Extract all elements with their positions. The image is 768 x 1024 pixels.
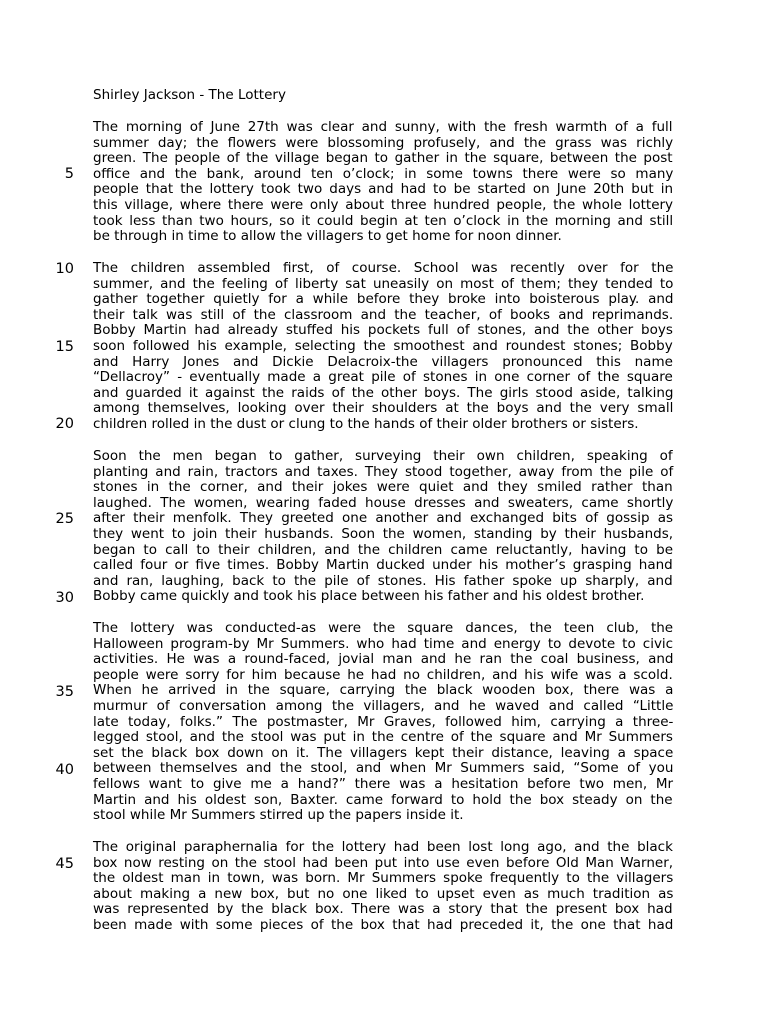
text-line: Martin and his oldest son, Baxter. came forward to hold the box steady on the [93,791,673,808]
text-line: children rolled in the dust or clung to the hands of their older brothers or sisters. [93,415,639,432]
paragraph-1 [93,120,673,245]
text-line: their talk was still of the classroom and the teacher, of books and reprimands. [93,306,674,323]
line-number: 20 [55,416,74,432]
document-title: Shirley Jackson - The Lottery [93,87,286,103]
line-number: 10 [55,261,74,277]
text-line: after their menfolk. They greeted one another and exchanged bits of gossip as [93,510,674,527]
text-line: Soon the men began to gather, surveying their own children, speaking of [93,448,673,464]
text-line: “Dellacroy” - eventually made a great pile of stones in one corner of the square [93,369,673,386]
text-line: and guarded it against the raids of the other boys. The girls stood aside, talking [93,384,674,401]
text-line: they went to join their husbands. Soon the women, standing by their husbands, [93,525,674,542]
text-line: between themselves and the stool, and when Mr Summers said, “Some of you [93,760,674,777]
line-number: 35 [55,684,74,700]
text-line: box now resting on the stool had been put into use even before Old Man Warner, [93,854,674,871]
text-line: late today, folks.” The postmaster, Mr Graves, followed him, carrying a three- [93,713,674,730]
text-line: The children assembled first, of course. School was recently over for the [93,260,674,276]
text-line: fellows want to give me a hand?” there was a hesitation before two men, Mr [93,775,674,792]
line-number: 15 [55,339,74,355]
line-number: 5 [64,166,74,182]
text-line: set the black box down on it. The villagers kept their distance, leaving a space [93,744,674,761]
line-number: 45 [55,856,74,872]
text-line: Bobby came quickly and took his place between his father and his oldest brother. [93,588,645,605]
text-line: green. The people of the village began to gather in the square, between the post [93,150,673,167]
text-line: stones in the corner, and their jokes were quiet and they smiled rather than [93,479,673,496]
line-number: 30 [55,590,74,606]
paragraph-3 [93,449,673,605]
text-line: soon followed his example, selecting the smoothest and roundest stones; Bobby [93,337,673,354]
text-line: took less than two hours, so it could begin at ten o’clock in the morning and still [93,212,674,229]
text-line: Bobby Martin had already stuffed his pockets full of stones, and the other boys [93,322,673,339]
text-line: summer day; the flowers were blossoming profusely, and the grass was richly [93,134,674,151]
text-line: The lottery was conducted-as were the square dances, the teen club, the [93,620,674,636]
text-line: The morning of June 27th was clear and sunny, with the fresh warmth of a full [93,119,673,135]
text-line: When he arrived in the square, carrying the black wooden box, there was a [93,682,674,699]
text-line: gather together quietly for a while before they broke into boisterous play. and [93,291,674,308]
paragraph-5 [93,840,673,934]
text-line: people that the lottery took two days and had to be started on June 20th but in [93,181,674,198]
text-line: office and the bank, around ten o’clock; in some towns there were so many [93,165,674,182]
line-number: 40 [55,762,74,778]
text-line: and Harry Jones and Dickie Delacroix-the villagers pronounced this name [93,353,673,370]
text-line: summer, and the feeling of liberty sat uneasily on most of them; they tended to [93,275,674,292]
text-line: this village, where there were only about three hundred people, the whole lottery [93,196,674,213]
line-number: 25 [55,511,74,527]
text-line: among themselves, looking over their shoulders at the boys and the very small [93,400,674,417]
text-line: began to call to their children, and the children came reluctantly, having to be [93,541,674,558]
text-line: been made with some pieces of the box that had preceded it, the one that had [93,916,674,933]
text-line: and ran, laughing, back to the pile of stones. His father spoke up sharply, and [93,572,673,589]
text-line: legged stool, and the stool was put in the centre of the square and Mr Summers [93,729,673,746]
text-line: be through in time to allow the villagers to get home for noon dinner. [93,228,562,245]
text-line: people were sorry for him because he had no children, and his wife was a scold. [93,666,673,683]
text-line: Halloween program-by Mr Summers. who had time and energy to devote to civic [93,635,674,652]
text-line: murmur of conversation among the villagers, and he waved and called “Little [93,697,674,714]
text-line: was represented by the black box. There was a story that the present box had [93,901,673,918]
text-line: The original paraphernalia for the lottery had been lost long ago, and the black [93,839,673,855]
text-line: called four or five times. Bobby Martin ducked under his mother’s grasping hand [93,557,673,574]
text-line: activities. He was a round-faced, jovial man and he ran the coal business, and [93,651,674,668]
text-line: stool while Mr Summers stirred up the papers inside it. [93,807,464,824]
text-line: planting and rain, tractors and taxes. They stood together, away from the pile of [93,463,674,480]
text-line: laughed. The women, wearing faded house dresses and sweaters, came shortly [93,494,674,511]
text-line: the oldest man in town, was born. Mr Summers spoke frequently to the villagers [93,870,674,887]
paragraph-2 [93,261,673,433]
paragraph-4 [93,621,673,824]
text-line: about making a new box, but no one liked to upset even as much tradition as [93,885,674,902]
